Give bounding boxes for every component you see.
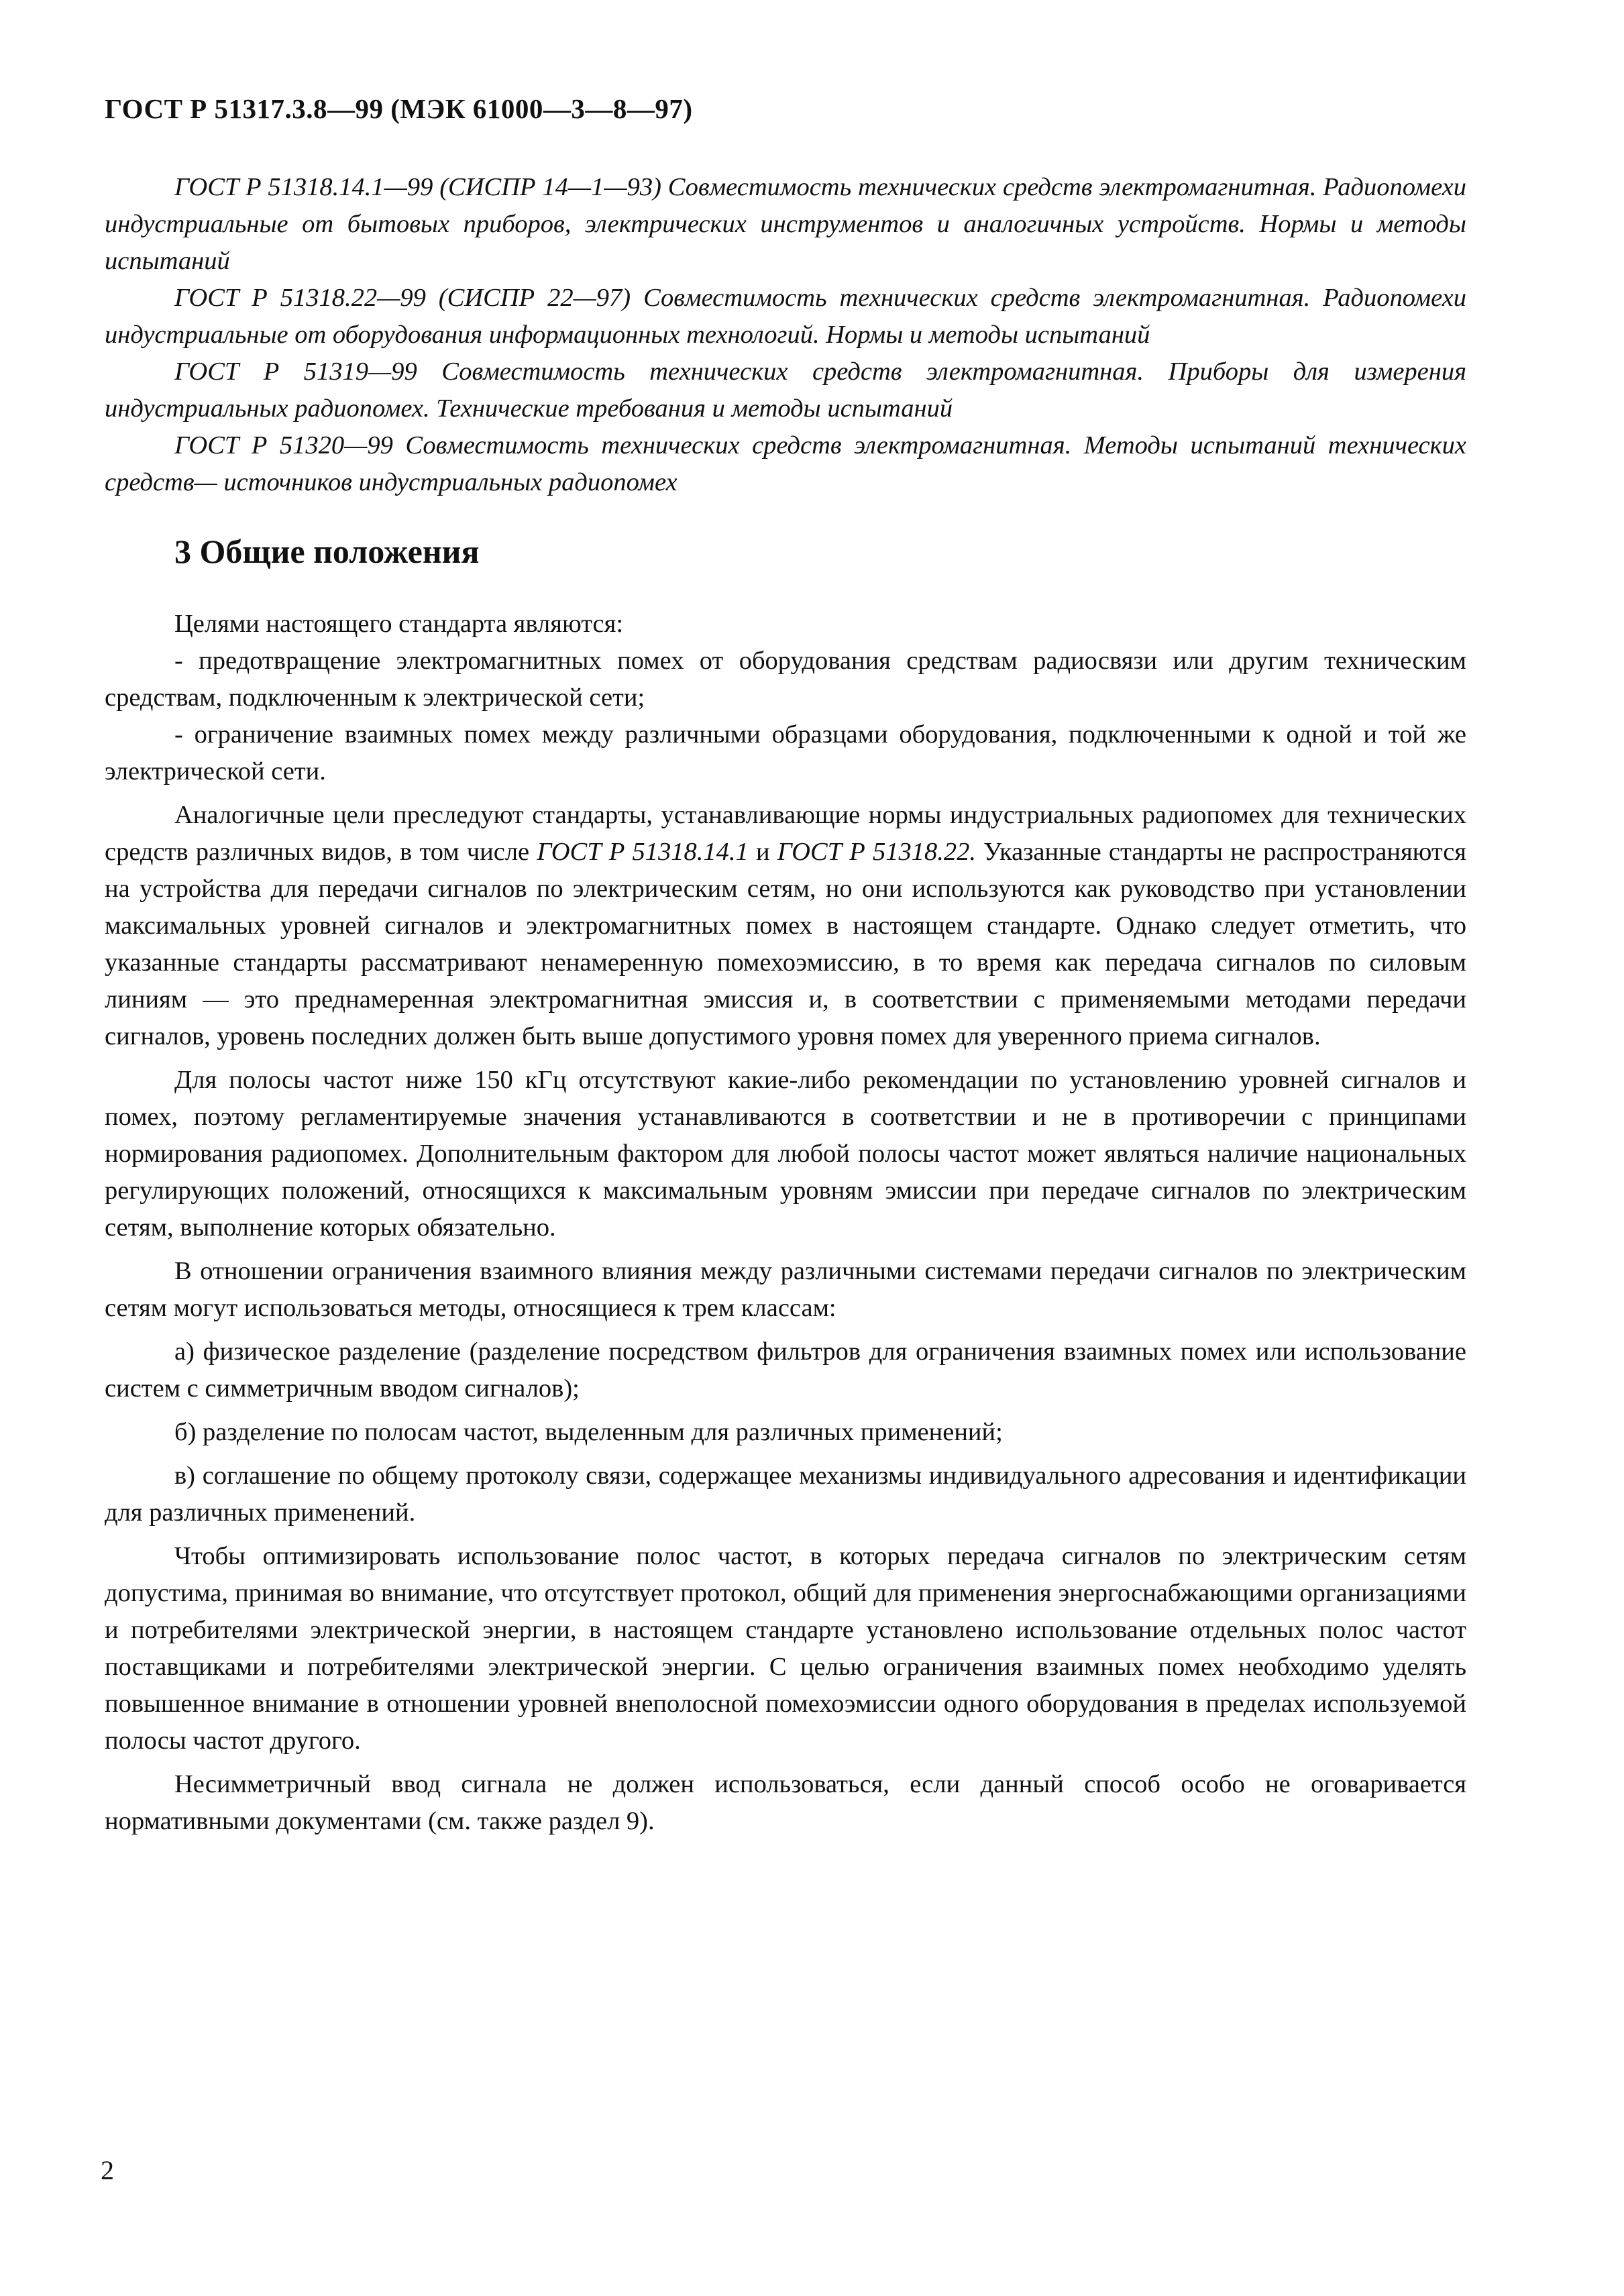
running-header: ГОСТ Р 51317.3.8—99 (МЭК 61000—3—8—97): [105, 93, 693, 124]
page-number: 2: [101, 2155, 114, 2185]
reference-item: ГОСТ Р 51320—99 Совместимость технических средств электромагнитная. Методы испытаний технических средств— источников индустриальных радиопомех: [105, 431, 1466, 496]
paragraph-text: и: [748, 838, 777, 866]
reference-item: ГОСТ Р 51318.14.1—99 (СИСПР 14—1—93) Совместимость технических средств электромагнитная. Радиопомехи индустриальные от бытовых приборов, электрических инструментов и аналогичных устройств. Нормы и методы испытаний: [105, 173, 1466, 275]
paragraph: В отношении ограничения взаимного влияния между различными системами передачи сигналов по электрическим сетям могут использоваться методы, относящиеся к трем классам:: [105, 1257, 1466, 1322]
paragraph: Целями настоящего стандарта являются:: [174, 610, 624, 638]
paragraph: [105, 797, 1466, 1055]
reference-item: ГОСТ Р 51318.22—99 (СИСПР 22—97) Совместимость технических средств электромагнитная. Радиопомехи индустриальные от оборудования информационных технологий. Нормы и методы испытаний: [105, 284, 1466, 349]
list-item: б) разделение по полосам частот, выделенным для различных применений;: [174, 1418, 1003, 1446]
paragraph-text: Указанные стандарты не распространяются на устройства для передачи сигналов по электрическим сетям, но они используются как руководство при установлении максимальных уровней сигналов и электромагнитных помех в настоящем стандарте. Однако следует отметить, что указанные стандарты рассматривают ненамеренную помехоэмиссию, в то время как передача сигналов по силовым линиям — это преднамеренная электромагнитная эмиссия и, в соответствии с применяемыми методами передачи сигналов, уровень последних должен быть выше допустимого уровня помех для уверенного приема сигналов.: [105, 838, 1466, 1050]
list-item: в) соглашение по общему протоколу связи, содержащее механизмы индивидуального адресования и идентификации для различных применений.: [105, 1462, 1466, 1527]
list-item: - предотвращение электромагнитных помех от оборудования средствам радиосвязи или другим техническим средствам, подключенным к электрической сети;: [105, 647, 1466, 712]
paragraph: Несимметричный ввод сигнала не должен использоваться, если данный способ особо не оговаривается нормативными документами (см. также раздел 9).: [105, 1770, 1466, 1835]
standard-reference: ГОСТ Р 51318.22.: [777, 838, 976, 866]
section-body: [105, 606, 1466, 1840]
section-heading: 3 Общие положения: [174, 533, 480, 570]
list-item: - ограничение взаимных помех между различными образцами оборудования, подключенными к одной и той же электрической сети.: [105, 720, 1466, 785]
document-page: [105, 93, 1466, 1840]
paragraph: Для полосы частот ниже 150 кГц отсутствуют какие-либо рекомендации по установлению уровней сигналов и помех, поэтому регламентируемые значения устанавливаются в соответствии и не в противоречии с принципами нормирования радиопомех. Дополнительным фактором для любой полосы частот может являться наличие национальных регулирующих положений, относящихся к максимальным уровням эмиссии при передаче сигналов по электрическим сетям, выполнение которых обязательно.: [105, 1066, 1466, 1242]
normative-references-list: [105, 169, 1466, 501]
paragraph: Чтобы оптимизировать использование полос частот, в которых передача сигналов по электрическим сетям допустима, принимая во внимание, что отсутствует протокол, общий для применения энергоснабжающими организациями и потребителями электрической энергии, в настоящем стандарте установлено использование отдельных полос частот поставщиками и потребителями электрической энергии. С целью ограничения взаимных помех необходимо уделять повышенное внимание в отношении уровней внеполосной помехоэмиссии одного оборудования в пределах используемой полосы частот другого.: [105, 1542, 1466, 1755]
standard-reference: ГОСТ Р 51318.14.1: [537, 838, 749, 866]
paragraph-text: Аналогичные цели преследуют стандарты, устанавливающие нормы индустриальных радиопомех для технических средств различных видов, в том числе: [105, 801, 1466, 866]
reference-item: ГОСТ Р 51319—99 Совместимость технических средств электромагнитная. Приборы для измерения индустриальных радиопомех. Технические требования и методы испытаний: [105, 358, 1466, 423]
list-item: а) физическое разделение (разделение посредством фильтров для ограничения взаимных помех или использование систем с симметричным вводом сигналов);: [105, 1337, 1466, 1403]
